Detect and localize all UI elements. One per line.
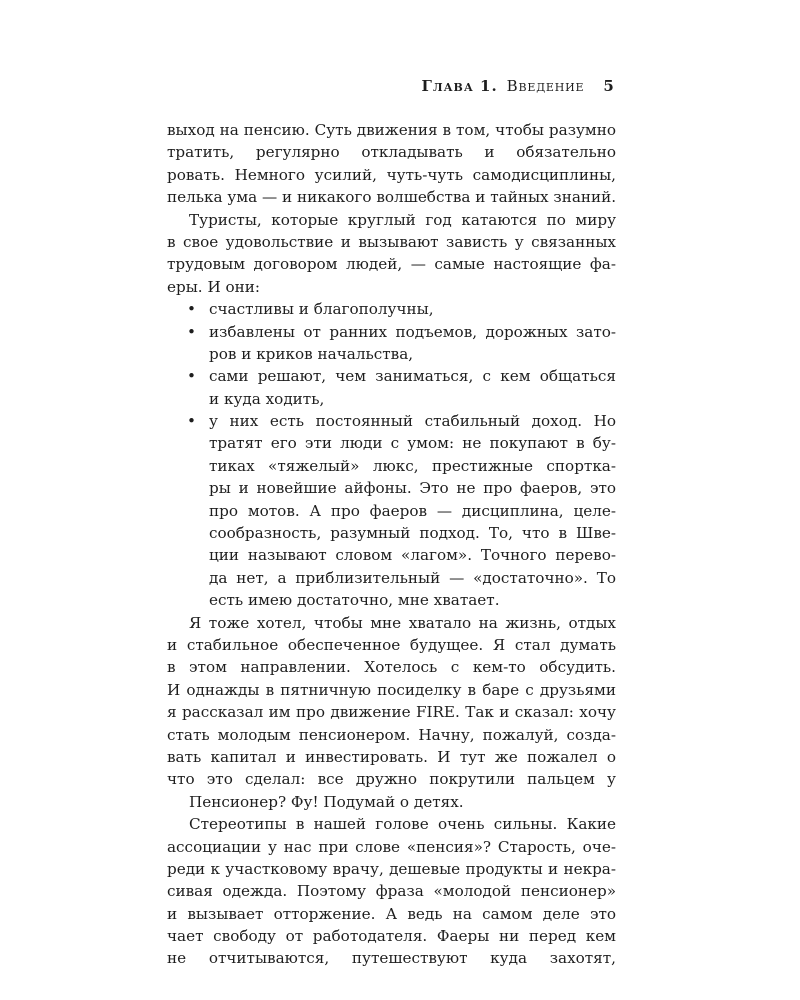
text-line: ции называют словом «лагом». Точного перево- bbox=[209, 546, 616, 565]
text-line: реди к участковому врачу, дешевые продукты и некра- bbox=[167, 859, 616, 878]
text-line: сообразность, разумный подход. То, что в Шве- bbox=[209, 524, 616, 543]
text-line: еры. И они: bbox=[167, 277, 261, 296]
bullet-list-item: • счастливы и благополучны, bbox=[167, 298, 616, 320]
text-line: тратят его эти люди с умом: не покупают в бу- bbox=[209, 434, 616, 453]
text-line: ров и криков начальства, bbox=[209, 344, 414, 363]
text-line: Я тоже хотел, чтобы мне хватало на жизнь, отдых bbox=[189, 613, 616, 632]
text-line: тратить, регулярно откладывать и обязательно bbox=[167, 143, 616, 162]
text-line: Пенсионер? Фу! Подумай о детях. bbox=[189, 792, 464, 811]
text-line: и вызывает отторжение. А ведь на самом деле это bbox=[167, 904, 616, 923]
bullet-list-item: • избавлены от ранних подъемов, дорожных зато- bbox=[167, 321, 616, 343]
text-line: да нет, а приблизительный — «достаточно». То bbox=[209, 568, 616, 587]
text-line: чает свободу от работодателя. Фаеры ни перед кем bbox=[167, 927, 616, 946]
text-line: И однажды в пятничную посиделку в баре с друзьями bbox=[167, 680, 616, 699]
text-line: что это сделал: все дружно покрутили пальцем у bbox=[167, 770, 616, 789]
text-line: тиках «тяжелый» люкс, престижные спортка- bbox=[209, 456, 616, 475]
text-line: и стабильное обеспеченное будущее. Я стал думать bbox=[167, 635, 616, 654]
text-line: в свое удовольствие и вызывают зависть у связанных bbox=[167, 232, 616, 251]
text-line: сивая одежда. Поэтому фраза «молодой пенсионер» bbox=[167, 882, 616, 901]
text-line: Туристы, которые круглый год катаются по миру bbox=[189, 210, 616, 229]
bullet-list-item: • у них есть постоянный стабильный доход. Но bbox=[167, 410, 616, 432]
chapter-label: Глава 1. bbox=[421, 77, 498, 95]
text-line: я рассказал им про движение FIRE. Так и сказал: хочу bbox=[167, 703, 616, 722]
text-line: ассоциации у нас при слове «пенсия»? Старость, оче- bbox=[167, 837, 616, 856]
text-line: Стереотипы в нашей голове очень сильны. Какие bbox=[189, 815, 616, 834]
text-line: выход на пенсию. Суть движения в том, чтобы разумно bbox=[167, 121, 616, 139]
chapter-title: Введение bbox=[506, 77, 585, 95]
text-line: пелька ума — и никакого волшебства и тайных знаний. bbox=[167, 188, 617, 207]
body-text bbox=[167, 119, 616, 970]
text-line: ры и новейшие айфоны. Это не про фаеров, это bbox=[209, 479, 616, 498]
text-line: вать капитал и инвестировать. И тут же пожалел о bbox=[167, 747, 616, 766]
page-number: 5 bbox=[603, 77, 614, 95]
text-line: и куда ходить, bbox=[209, 389, 325, 408]
text-line: в этом направлении. Хотелось с кем-то обсудить. bbox=[167, 658, 616, 677]
text-line: трудовым договором людей, — самые настоящие фа- bbox=[167, 255, 616, 274]
running-head bbox=[422, 77, 615, 95]
text-line: про мотов. А про фаеров — дисциплина, целе- bbox=[209, 501, 616, 520]
text-line: ровать. Немного усилий, чуть-чуть самодисциплины, bbox=[167, 165, 616, 184]
text-line: есть имею достаточно, мне хватает. bbox=[209, 591, 500, 610]
text-line: не отчитываются, путешествуют куда захотят, bbox=[167, 949, 616, 968]
bullet-list-item: • сами решают, чем заниматься, с кем общаться bbox=[167, 365, 616, 387]
text-line: стать молодым пенсионером. Начну, пожалуй, созда- bbox=[167, 725, 616, 744]
